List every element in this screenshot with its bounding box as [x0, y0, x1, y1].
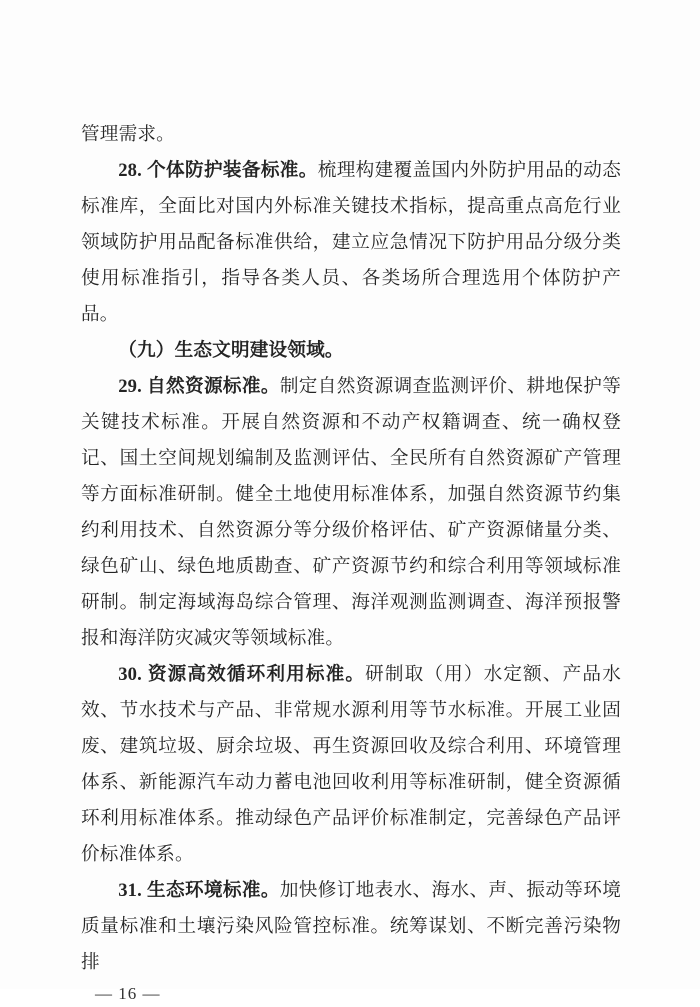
paragraph-item-28: [81, 153, 621, 333]
page-number-text: — 16 —: [95, 984, 161, 1003]
item-28-body: 梳理构建覆盖国内外防护用品的动态标准库，全面比对国内外标准关键技术指标，提高重点高危行业领域防护用品配备标准供给，建立应急情况下防护用品分级分类使用标准指引，指导各类人员、各类场所合理选用个体防护产品。: [81, 160, 621, 325]
item-29-body: 制定自然资源调查监测评价、耕地保护等关键技术标准。开展自然资源和不动产权籍调查、统一确权登记、国土空间规划编制及监测评估、全民所有自然资源矿产管理等方面标准研制。健全土地使用标准体系，加强自然资源节约集约利用技术、自然资源分等分级价格评估、矿产资源储量分类、绿色矿山、绿色地质勘查、矿产资源节约和综合利用等领域标准研制。制定海域海岛综合管理、海洋观测监测调查、海洋预报警报和海洋防灾减灾等领域标准。: [81, 376, 622, 649]
page-number: [81, 981, 621, 1007]
paragraph-continuation: [81, 117, 621, 153]
paragraph-continuation-text: 管理需求。: [81, 124, 175, 145]
item-31-body: 加快修订地表水、海水、声、振动等环境质量标准和土壤污染风险管控标准。统筹谋划、不断完善污染物排: [81, 880, 622, 973]
item-29-lead: 29. 自然资源标准。: [118, 376, 280, 397]
item-28-lead: 28. 个体防护装备标准。: [118, 160, 318, 181]
item-30-body: 研制取（用）水定额、产品水效、节水技术与产品、非常规水源利用等节水标准。开展工业固废、建筑垃圾、厨余垃圾、再生资源回收及综合利用、环境管理体系、新能源汽车动力蓄电池回收利用等标准研制，健全资源循环利用标准体系。推动绿色产品评价标准制定，完善绿色产品评价标准体系。: [81, 664, 621, 865]
paragraph-item-30: [81, 657, 621, 873]
paragraph-item-31: [81, 873, 621, 981]
item-31-lead: 31. 生态环境标准。: [118, 880, 280, 901]
section-9-heading: [81, 333, 621, 369]
item-30-lead: 30. 资源高效循环利用标准。: [118, 664, 366, 685]
paragraph-item-29: [81, 369, 621, 657]
section-9-heading-text: （九）生态文明建设领域。: [118, 340, 344, 361]
